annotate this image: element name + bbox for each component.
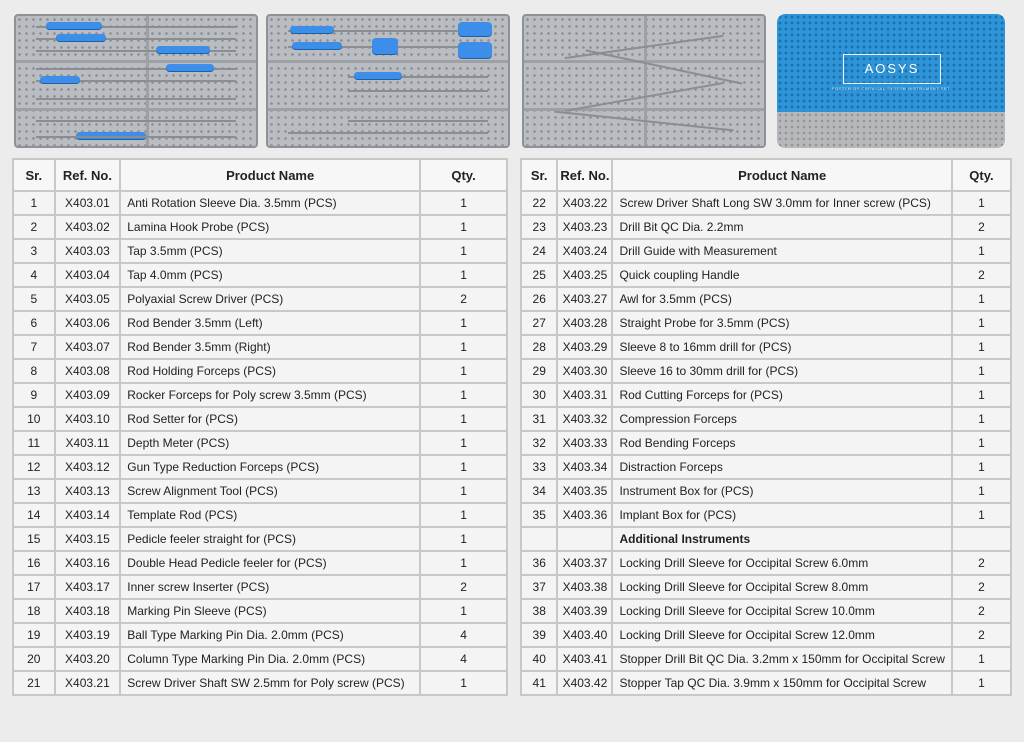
cell-qty: 1 (420, 431, 507, 455)
cell-sr: 22 (521, 191, 557, 215)
cell-product-name: Compression Forceps (612, 407, 951, 431)
table-row (13, 599, 507, 623)
table-row (13, 551, 507, 575)
header-ref-no: Ref. No. (557, 159, 612, 191)
cell-qty: 1 (952, 191, 1011, 215)
product-photos (0, 0, 1024, 152)
cell-sr: 20 (13, 647, 55, 671)
cell-ref-no: X403.01 (55, 191, 121, 215)
cell-product-name: Polyaxial Screw Driver (PCS) (120, 287, 420, 311)
cell-sr: 36 (521, 551, 557, 575)
table-row (521, 359, 1011, 383)
cell-qty: 1 (952, 383, 1011, 407)
cell-ref-no: X403.15 (55, 527, 121, 551)
cell-ref-no (557, 527, 612, 551)
cell-product-name: Marking Pin Sleeve (PCS) (120, 599, 420, 623)
cell-ref-no: X403.04 (55, 263, 121, 287)
cell-product-name: Straight Probe for 3.5mm (PCS) (612, 311, 951, 335)
cell-ref-no: X403.07 (55, 335, 121, 359)
cell-sr: 10 (13, 407, 55, 431)
cell-qty: 1 (952, 503, 1011, 527)
cell-product-name: Stopper Tap QC Dia. 3.9mm x 150mm for Occipital Screw (612, 671, 951, 695)
cell-qty: 2 (952, 215, 1011, 239)
table-row (521, 407, 1011, 431)
cell-sr: 3 (13, 239, 55, 263)
cell-ref-no: X403.34 (557, 455, 612, 479)
cell-sr: 33 (521, 455, 557, 479)
cell-sr: 23 (521, 215, 557, 239)
table-row (13, 239, 507, 263)
cell-product-name: Additional Instruments (612, 527, 951, 551)
cell-ref-no: X403.28 (557, 311, 612, 335)
cell-qty: 1 (420, 407, 507, 431)
cell-qty: 1 (952, 239, 1011, 263)
table-row (521, 479, 1011, 503)
table-row (521, 623, 1011, 647)
cell-product-name: Template Rod (PCS) (120, 503, 420, 527)
table-row (13, 671, 507, 695)
cell-qty: 1 (952, 311, 1011, 335)
cell-product-name: Anti Rotation Sleeve Dia. 3.5mm (PCS) (120, 191, 420, 215)
cell-product-name: Sleeve 16 to 30mm drill for (PCS) (612, 359, 951, 383)
cell-sr: 1 (13, 191, 55, 215)
cell-product-name: Rocker Forceps for Poly screw 3.5mm (PCS) (120, 383, 420, 407)
cell-qty: 1 (952, 431, 1011, 455)
cell-ref-no: X403.31 (557, 383, 612, 407)
cell-qty: 1 (420, 479, 507, 503)
cell-qty: 2 (952, 575, 1011, 599)
table-row (521, 671, 1011, 695)
header-qty: Qty. (952, 159, 1011, 191)
table-row (13, 407, 507, 431)
cell-qty: 1 (952, 479, 1011, 503)
table-row (521, 311, 1011, 335)
cell-qty: 1 (420, 359, 507, 383)
cell-ref-no: X403.13 (55, 479, 121, 503)
cell-ref-no: X403.19 (55, 623, 121, 647)
table-row (521, 191, 1011, 215)
cell-qty: 1 (420, 311, 507, 335)
instrument-tray-1-image (14, 14, 258, 148)
cell-qty: 1 (420, 335, 507, 359)
cell-product-name: Double Head Pedicle feeler for (PCS) (120, 551, 420, 575)
table-row (521, 575, 1011, 599)
cell-sr: 24 (521, 239, 557, 263)
cell-product-name: Depth Meter (PCS) (120, 431, 420, 455)
cell-ref-no: X403.32 (557, 407, 612, 431)
box-subtitle: POSTERIOR CERVICAL SYSTEM INSTRUMENT SET (831, 86, 951, 91)
cell-qty: 1 (420, 599, 507, 623)
cell-product-name: Rod Setter for (PCS) (120, 407, 420, 431)
header-sr: Sr. (13, 159, 55, 191)
cell-ref-no: X403.38 (557, 575, 612, 599)
table-row (13, 431, 507, 455)
table-row (521, 551, 1011, 575)
cell-ref-no: X403.21 (55, 671, 121, 695)
cell-product-name: Screw Driver Shaft Long SW 3.0mm for Inner screw (PCS) (612, 191, 951, 215)
cell-ref-no: X403.23 (557, 215, 612, 239)
table-row (521, 383, 1011, 407)
cell-qty: 4 (420, 623, 507, 647)
table-row (521, 335, 1011, 359)
cell-sr: 5 (13, 287, 55, 311)
table-row (521, 263, 1011, 287)
table-row (13, 575, 507, 599)
cell-sr: 34 (521, 479, 557, 503)
table-row (521, 455, 1011, 479)
cell-qty: 2 (952, 263, 1011, 287)
cell-ref-no: X403.05 (55, 287, 121, 311)
cell-qty: 1 (952, 455, 1011, 479)
table-row (521, 239, 1011, 263)
cell-product-name: Pedicle feeler straight for (PCS) (120, 527, 420, 551)
cell-sr: 28 (521, 335, 557, 359)
cell-product-name: Drill Guide with Measurement (612, 239, 951, 263)
cell-ref-no: X403.40 (557, 623, 612, 647)
cell-qty: 1 (952, 671, 1011, 695)
cell-product-name: Implant Box for (PCS) (612, 503, 951, 527)
cell-product-name: Locking Drill Sleeve for Occipital Screw 6.0mm (612, 551, 951, 575)
cell-sr: 18 (13, 599, 55, 623)
cell-product-name: Rod Cutting Forceps for (PCS) (612, 383, 951, 407)
cell-sr: 4 (13, 263, 55, 287)
cell-product-name: Rod Bender 3.5mm (Left) (120, 311, 420, 335)
cell-ref-no: X403.24 (557, 239, 612, 263)
cell-ref-no: X403.41 (557, 647, 612, 671)
cell-qty: 1 (952, 647, 1011, 671)
cell-qty: 1 (420, 551, 507, 575)
cell-qty: 1 (952, 407, 1011, 431)
section-header-row (521, 527, 1011, 551)
instrument-tray-2-image (266, 14, 510, 148)
product-table-left (12, 158, 508, 696)
cell-ref-no: X403.02 (55, 215, 121, 239)
cell-sr: 39 (521, 623, 557, 647)
cell-sr: 37 (521, 575, 557, 599)
cell-sr: 29 (521, 359, 557, 383)
cell-qty: 2 (952, 623, 1011, 647)
cell-sr: 30 (521, 383, 557, 407)
cell-ref-no: X403.42 (557, 671, 612, 695)
cell-ref-no: X403.27 (557, 287, 612, 311)
cell-qty: 2 (420, 287, 507, 311)
cell-sr: 11 (13, 431, 55, 455)
cell-ref-no: X403.33 (557, 431, 612, 455)
cell-ref-no: X403.14 (55, 503, 121, 527)
cell-product-name: Drill Bit QC Dia. 2.2mm (612, 215, 951, 239)
cell-ref-no: X403.06 (55, 311, 121, 335)
cell-qty: 1 (420, 215, 507, 239)
cell-qty: 2 (420, 575, 507, 599)
table-row (521, 599, 1011, 623)
table-header-row (521, 159, 1011, 191)
cell-ref-no: X403.16 (55, 551, 121, 575)
cell-product-name: Rod Holding Forceps (PCS) (120, 359, 420, 383)
cell-qty: 1 (420, 263, 507, 287)
cell-ref-no: X403.36 (557, 503, 612, 527)
cell-sr: 21 (13, 671, 55, 695)
cell-qty: 1 (420, 191, 507, 215)
cell-product-name: Rod Bending Forceps (612, 431, 951, 455)
table-header-row (13, 159, 507, 191)
cell-sr: 26 (521, 287, 557, 311)
table-row (13, 191, 507, 215)
cell-ref-no: X403.29 (557, 335, 612, 359)
cell-qty: 1 (952, 287, 1011, 311)
cell-ref-no: X403.11 (55, 431, 121, 455)
cell-qty (952, 527, 1011, 551)
header-sr: Sr. (521, 159, 557, 191)
cell-sr: 32 (521, 431, 557, 455)
cell-product-name: Ball Type Marking Pin Dia. 2.0mm (PCS) (120, 623, 420, 647)
cell-sr: 40 (521, 647, 557, 671)
cell-product-name: Stopper Drill Bit QC Dia. 3.2mm x 150mm for Occipital Screw (612, 647, 951, 671)
instrument-box-image (777, 14, 1005, 148)
cell-sr: 19 (13, 623, 55, 647)
cell-qty: 1 (420, 239, 507, 263)
cell-qty: 1 (420, 503, 507, 527)
cell-qty: 2 (952, 599, 1011, 623)
table-row (521, 647, 1011, 671)
table-row (521, 215, 1011, 239)
cell-ref-no: X403.18 (55, 599, 121, 623)
cell-ref-no: X403.12 (55, 455, 121, 479)
cell-product-name: Instrument Box for (PCS) (612, 479, 951, 503)
cell-product-name: Locking Drill Sleeve for Occipital Screw 12.0mm (612, 623, 951, 647)
cell-sr: 27 (521, 311, 557, 335)
header-product-name: Product Name (612, 159, 951, 191)
cell-sr: 13 (13, 479, 55, 503)
table-row (13, 623, 507, 647)
cell-ref-no: X403.25 (557, 263, 612, 287)
cell-sr: 16 (13, 551, 55, 575)
cell-ref-no: X403.17 (55, 575, 121, 599)
cell-product-name: Screw Alignment Tool (PCS) (120, 479, 420, 503)
cell-sr: 15 (13, 527, 55, 551)
cell-product-name: Lamina Hook Probe (PCS) (120, 215, 420, 239)
cell-product-name: Locking Drill Sleeve for Occipital Screw 8.0mm (612, 575, 951, 599)
table-row (13, 455, 507, 479)
table-row (13, 359, 507, 383)
cell-qty: 2 (952, 551, 1011, 575)
header-qty: Qty. (420, 159, 507, 191)
cell-product-name: Rod Bender 3.5mm (Right) (120, 335, 420, 359)
cell-ref-no: X403.35 (557, 479, 612, 503)
cell-product-name: Awl for 3.5mm (PCS) (612, 287, 951, 311)
table-row (521, 431, 1011, 455)
cell-ref-no: X403.37 (557, 551, 612, 575)
table-row (13, 383, 507, 407)
table-row (521, 287, 1011, 311)
table-row (13, 263, 507, 287)
cell-sr: 9 (13, 383, 55, 407)
cell-ref-no: X403.30 (557, 359, 612, 383)
table-row (521, 503, 1011, 527)
cell-qty: 1 (420, 383, 507, 407)
cell-sr: 8 (13, 359, 55, 383)
cell-sr: 7 (13, 335, 55, 359)
product-table-right (520, 158, 1012, 696)
table-row (13, 647, 507, 671)
cell-sr: 12 (13, 455, 55, 479)
header-product-name: Product Name (120, 159, 420, 191)
table-row (13, 527, 507, 551)
cell-qty: 1 (420, 527, 507, 551)
cell-sr: 17 (13, 575, 55, 599)
cell-product-name: Quick coupling Handle (612, 263, 951, 287)
cell-sr: 6 (13, 311, 55, 335)
cell-product-name: Tap 3.5mm (PCS) (120, 239, 420, 263)
cell-qty: 1 (420, 455, 507, 479)
cell-qty: 4 (420, 647, 507, 671)
cell-product-name: Sleeve 8 to 16mm drill for (PCS) (612, 335, 951, 359)
cell-sr: 14 (13, 503, 55, 527)
table-row (13, 311, 507, 335)
cell-sr: 35 (521, 503, 557, 527)
cell-sr (521, 527, 557, 551)
table-row (13, 287, 507, 311)
cell-sr: 31 (521, 407, 557, 431)
cell-ref-no: X403.10 (55, 407, 121, 431)
table-row (13, 479, 507, 503)
header-ref-no: Ref. No. (55, 159, 121, 191)
cell-qty: 1 (420, 671, 507, 695)
cell-ref-no: X403.20 (55, 647, 121, 671)
cell-product-name: Column Type Marking Pin Dia. 2.0mm (PCS) (120, 647, 420, 671)
cell-product-name: Screw Driver Shaft SW 2.5mm for Poly screw (PCS) (120, 671, 420, 695)
table-row (13, 335, 507, 359)
cell-sr: 41 (521, 671, 557, 695)
cell-sr: 25 (521, 263, 557, 287)
cell-ref-no: X403.08 (55, 359, 121, 383)
brand-logo: AOSYS (843, 54, 941, 84)
cell-sr: 38 (521, 599, 557, 623)
cell-product-name: Locking Drill Sleeve for Occipital Screw 10.0mm (612, 599, 951, 623)
table-row (13, 503, 507, 527)
cell-sr: 2 (13, 215, 55, 239)
cell-product-name: Distraction Forceps (612, 455, 951, 479)
cell-ref-no: X403.03 (55, 239, 121, 263)
cell-ref-no: X403.22 (557, 191, 612, 215)
cell-qty: 1 (952, 335, 1011, 359)
cell-ref-no: X403.09 (55, 383, 121, 407)
instrument-tray-3-image (522, 14, 766, 148)
cell-product-name: Inner screw Inserter (PCS) (120, 575, 420, 599)
cell-product-name: Gun Type Reduction Forceps (PCS) (120, 455, 420, 479)
cell-qty: 1 (952, 359, 1011, 383)
cell-ref-no: X403.39 (557, 599, 612, 623)
cell-product-name: Tap 4.0mm (PCS) (120, 263, 420, 287)
table-row (13, 215, 507, 239)
